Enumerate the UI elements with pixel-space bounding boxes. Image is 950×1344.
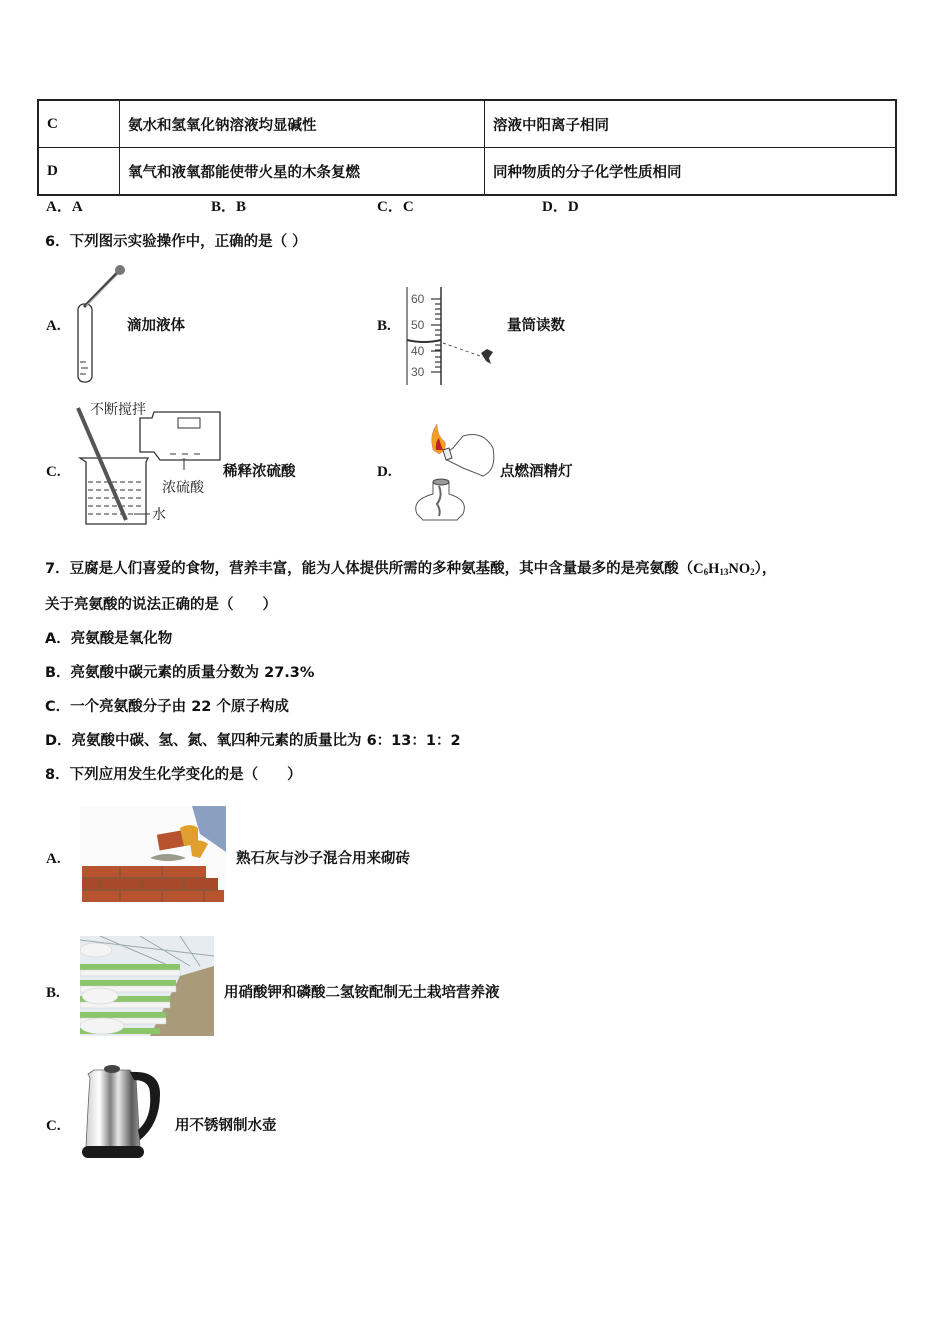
hydroponics-greenhouse-photo-icon	[80, 936, 214, 1036]
bricklaying-photo-icon	[80, 806, 226, 902]
table-cell-fact: 氧气和液氧都能使带火星的木条复燃	[120, 148, 485, 196]
svg-text:50: 50	[411, 318, 425, 332]
q6-option-b-text: 量筒读数	[507, 318, 565, 334]
dilute-sulfuric-acid-icon	[74, 398, 224, 528]
q8-option-a-text: 熟石灰与沙子混合用来砌砖	[236, 851, 410, 867]
q6-option-c-text: 稀释浓硫酸	[223, 464, 296, 480]
q8-option-a-label[interactable]: A.	[46, 851, 61, 867]
graduated-cylinder-icon	[403, 287, 508, 387]
svg-text:水: 水	[152, 507, 166, 523]
answer-table	[37, 99, 897, 196]
q5-choice-a[interactable]: A．A	[46, 199, 83, 215]
q6-option-a-text: 滴加液体	[127, 318, 185, 334]
table-row	[38, 148, 896, 196]
table-cell-option: D	[38, 148, 120, 196]
leucine-formula: $C_6H_{13}NO_2$	[693, 561, 755, 577]
q5-choice-d[interactable]: D．D	[542, 199, 579, 215]
dropper-test-tube-icon	[70, 262, 130, 387]
svg-text:浓硫酸: 浓硫酸	[162, 480, 204, 496]
q8-option-c-label[interactable]: C.	[46, 1118, 61, 1134]
svg-text:30: 30	[411, 365, 425, 379]
table-cell-option: C	[38, 100, 120, 148]
q7-stem-line2: 关于亮氨酸的说法正确的是（ ）	[45, 597, 277, 613]
q6-option-c-label[interactable]: C.	[46, 464, 61, 480]
q8-stem: 8．下列应用发生化学变化的是（ ）	[45, 767, 302, 783]
q5-choice-c[interactable]: C．C	[377, 199, 414, 215]
q6-option-b-label[interactable]: B.	[377, 318, 391, 334]
q7-option-d[interactable]: D．亮氨酸中碳、氢、氮、氧四种元素的质量比为 6：13：1：2	[45, 733, 461, 749]
table-cell-fact: 氨水和氢氧化钠溶液均显碱性	[120, 100, 485, 148]
q6-option-a-label[interactable]: A.	[46, 318, 61, 334]
q7-stem-line1: 7．豆腐是人们喜爱的食物，营养丰富，能为人体提供所需的多种氨基酸，其中含量最多的是亮氨酸$(C_6H_{13}NO_2)$，	[45, 561, 777, 577]
table-cell-explanation: 同种物质的分子化学性质相同	[485, 148, 897, 196]
q5-choice-b[interactable]: B．B	[211, 199, 247, 215]
q8-option-b-text: 用硝酸钾和磷酸二氢铵配制无土栽培营养液	[224, 985, 500, 1001]
stainless-kettle-photo-icon	[80, 1064, 162, 1162]
q7-stem-text: 7．豆腐是人们喜爱的食物，营养丰富，能为人体提供所需的多种氨基酸，其中含量最多的是亮氨酸（	[45, 561, 694, 577]
q8-option-c-text: 用不锈钢制水壶	[175, 1118, 277, 1134]
svg-text:40: 40	[411, 344, 425, 358]
q7-option-c[interactable]: C．一个亮氨酸分子由 22 个原子构成	[45, 699, 289, 715]
q7-option-a[interactable]: A．亮氨酸是氧化物	[45, 631, 173, 647]
q6-option-d-text: 点燃酒精灯	[500, 464, 573, 480]
q7-option-b[interactable]: B．亮氨酸中碳元素的质量分数为 27.3%	[45, 665, 315, 681]
q6-option-d-label[interactable]: D.	[377, 464, 392, 480]
svg-text:不断搅拌: 不断搅拌	[90, 402, 146, 418]
alcohol-lamp-icon	[403, 420, 503, 528]
q8-option-b-label[interactable]: B.	[46, 985, 60, 1001]
table-cell-explanation: 溶液中阳离子相同	[485, 100, 897, 148]
table-row	[38, 100, 896, 148]
q6-stem: 6．下列图示实验操作中，正确的是（ ）	[45, 234, 307, 250]
svg-text:60: 60	[411, 292, 425, 306]
